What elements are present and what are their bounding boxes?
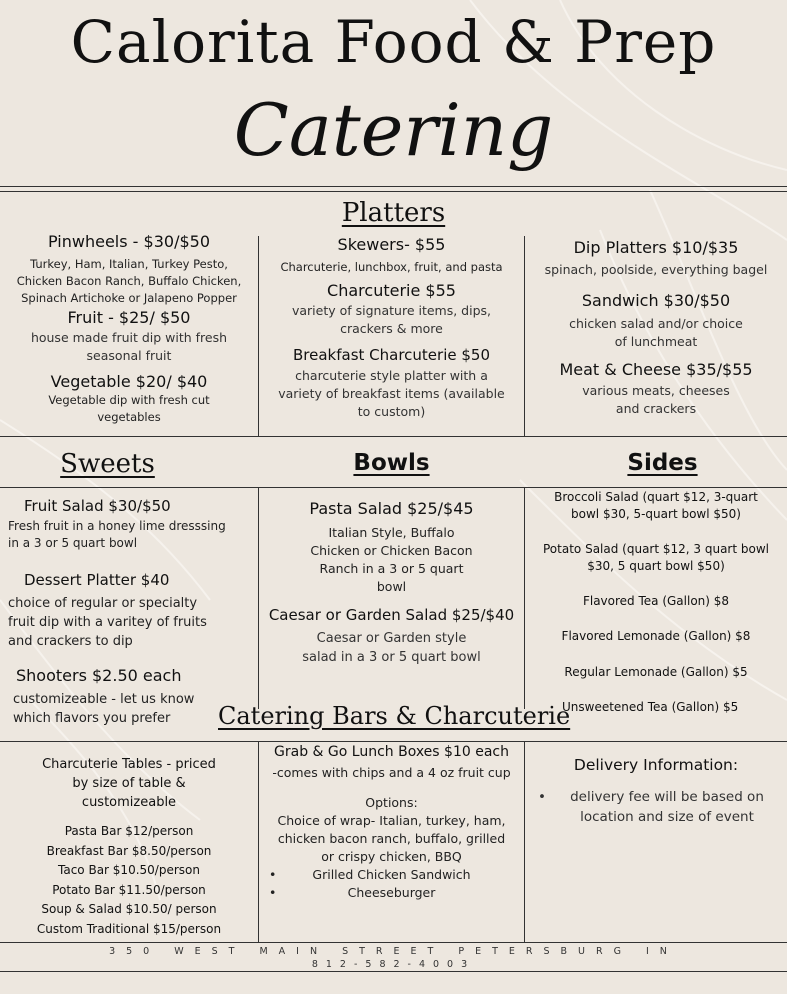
catering-bars-heading: Catering Bars & Charcuterie <box>218 702 571 730</box>
sides-broccoli <box>525 489 787 523</box>
pinwheels-desc-line: Turkey, Ham, Italian, Turkey Pesto, <box>30 257 228 271</box>
caesar-desc-line: Caesar or Garden style <box>316 631 467 646</box>
pinwheels-desc-line: Spinach Artichoke or Jalapeno Popper <box>21 291 237 305</box>
pinwheels-desc <box>0 256 258 307</box>
sweets-heading: Sweets <box>60 449 155 479</box>
dessert-desc-line: and crackers to dip <box>8 634 133 649</box>
fruit-salad-desc <box>8 518 258 552</box>
shooters-desc-line: customizeable - let us know <box>13 692 195 707</box>
dessert-platter-desc <box>8 594 258 651</box>
bullet-text: Cheeseburger <box>347 885 436 900</box>
breakfast-charcuterie-desc <box>259 367 524 421</box>
dip-platters-title: Dip Platters $10/$35 <box>573 238 739 257</box>
breakfast-desc-line: variety of breakfast items (available <box>278 386 505 401</box>
pinwheels-desc-line: Chicken Bacon Ranch, Buffalo Chicken, <box>16 274 242 288</box>
fruit-desc-line: seasonal fruit <box>86 348 172 363</box>
sides-unsweetened-tea: Unsweetened Tea (Gallon) $5 <box>562 700 739 714</box>
pasta-salad-desc <box>259 524 524 596</box>
delivery-info-title: Delivery Information: <box>573 756 739 774</box>
pinwheels-title: Pinwheels - $30/$50 <box>48 232 210 251</box>
skewers-desc: Charcuterie, lunchbox, fruit, and pasta <box>280 260 503 274</box>
platters-col2 <box>259 235 524 421</box>
divider-top-2 <box>0 191 787 192</box>
pasta-desc-line: bowl <box>376 579 407 594</box>
charcuterie-tables-line: Charcuterie Tables - priced <box>42 757 216 772</box>
fruit-salad-desc-line: Fresh fruit in a honey lime dresssing <box>8 519 226 533</box>
delivery-line: location and size of event <box>580 809 754 825</box>
dessert-platter-title: Dessert Platter $40 <box>24 571 170 589</box>
side-item-line: Broccoli Salad (quart $12, 3-quart <box>554 490 758 504</box>
charcuterie-title: Charcuterie $55 <box>327 281 456 300</box>
divider-footer-top <box>0 942 787 943</box>
bars-col3 <box>525 756 787 827</box>
divider-bars-top <box>0 741 787 742</box>
platters-col3 <box>525 238 787 418</box>
bar-list-item: Potato Bar $11.50/person <box>52 882 206 897</box>
delivery-line: delivery fee will be based on <box>570 789 764 805</box>
bullet-dot-icon: • <box>269 867 277 882</box>
bullet-item <box>259 866 524 884</box>
sandwich-desc <box>525 315 787 351</box>
bar-list-item: Taco Bar $10.50/person <box>58 863 200 877</box>
options-line: Choice of wrap- Italian, turkey, ham, <box>277 813 506 828</box>
options-line: chicken bacon ranch, buffalo, grilled <box>277 831 506 846</box>
lunch-options-bullets <box>259 866 524 902</box>
bars-col1 <box>0 755 258 939</box>
pasta-desc-line: Ranch in a 3 or 5 quart <box>319 561 464 576</box>
divider-top-1 <box>0 186 787 187</box>
vegetable-desc-line: vegetables <box>97 410 161 424</box>
caesar-salad-title: Caesar or Garden Salad $25/$40 <box>268 606 515 624</box>
lunch-boxes-sub: -comes with chips and a 4 oz fruit cup <box>272 765 511 780</box>
meat-cheese-desc-line: and crackers <box>615 401 697 416</box>
divider-footer-bottom <box>0 971 787 972</box>
skewers-title: Skewers- $55 <box>337 235 446 254</box>
bar-list-item: Custom Traditional $15/person <box>36 921 222 936</box>
bullet-text: Grilled Chicken Sandwich <box>312 867 471 882</box>
fruit-salad-desc-line: in a 3 or 5 quart bowl <box>8 536 138 550</box>
fruit-salad-title: Fruit Salad $30/$50 <box>24 497 171 515</box>
delivery-text <box>525 787 787 827</box>
fruit-title: Fruit - $25/ $50 <box>67 308 191 327</box>
dessert-desc-line: choice of regular or specialty <box>8 596 198 611</box>
charcuterie-desc <box>259 302 524 338</box>
sides-flavored-tea: Flavored Tea (Gallon) $8 <box>582 594 730 608</box>
meat-cheese-desc <box>525 382 787 418</box>
bullet-dot-icon: • <box>269 885 277 900</box>
bar-list-item: Breakfast Bar $8.50/person <box>46 843 212 858</box>
bullet-dot-icon: • <box>538 789 546 805</box>
fruit-desc <box>0 329 258 365</box>
breakfast-desc-line: to custom) <box>357 404 426 419</box>
divider-sweets-top <box>0 487 787 488</box>
bar-list-item: Soup & Salad $10.50/ person <box>41 902 217 916</box>
sweets-col <box>8 497 258 728</box>
footer-address: 350 WEST MAIN STREET PETERSBURG IN <box>109 946 678 957</box>
charcuterie-tables-line: customizeable <box>81 795 177 810</box>
bowls-col <box>259 499 524 667</box>
divider-platters-bottom <box>0 436 787 437</box>
options-line: or crispy chicken, BBQ <box>321 849 462 864</box>
catering-title: Catering <box>233 88 554 172</box>
footer-phone: 812-582-4003 <box>311 959 476 970</box>
bullet-item <box>259 884 524 902</box>
platters-col1 <box>0 232 258 426</box>
bowls-heading: Bowls <box>353 450 430 476</box>
side-item-line: bowl $30, 5-quart bowl $50) <box>571 507 741 521</box>
dip-platters-desc: spinach, poolside, everything bagel <box>544 262 768 277</box>
sandwich-desc-line: chicken salad and/or choice <box>569 316 743 331</box>
sides-potato <box>525 541 787 575</box>
meat-cheese-desc-line: various meats, cheeses <box>582 383 730 398</box>
caesar-salad-desc <box>259 629 524 667</box>
charcuterie-desc-line: variety of signature items, dips, <box>291 303 492 318</box>
side-item-line: Potato Salad (quart $12, 3 quart bowl <box>543 542 769 556</box>
shooters-title: Shooters $2.50 each <box>16 666 182 685</box>
caesar-desc-line: salad in a 3 or 5 quart bowl <box>302 650 481 665</box>
pasta-salad-title: Pasta Salad $25/$45 <box>309 499 474 518</box>
charcuterie-tables-line: by size of table & <box>72 776 186 791</box>
vegetable-title: Vegetable $20/ $40 <box>50 372 208 391</box>
charcuterie-tables-title <box>0 755 258 812</box>
bars-col2 <box>259 744 524 902</box>
bar-list-item: Pasta Bar $12/person <box>64 824 194 838</box>
options-label: Options: <box>365 795 418 810</box>
options-desc <box>259 812 524 866</box>
vegetable-desc <box>0 392 258 426</box>
shooters-desc-line: which flavors you prefer <box>13 711 171 726</box>
vegetable-desc-line: Vegetable dip with fresh cut <box>48 393 210 407</box>
platters-heading: Platters <box>341 198 446 228</box>
business-name: Calorita Food & Prep <box>70 8 717 76</box>
lunch-boxes-title: Grab & Go Lunch Boxes $10 each <box>274 744 509 760</box>
meat-cheese-title: Meat & Cheese $35/$55 <box>559 360 753 379</box>
fruit-desc-line: house made fruit dip with fresh <box>30 330 228 345</box>
breakfast-desc-line: charcuterie style platter with a <box>295 368 488 383</box>
charcuterie-desc-line: crackers & more <box>340 321 443 336</box>
side-item-line: $30, 5 quart bowl $50) <box>587 559 725 573</box>
bar-list <box>0 822 258 939</box>
pasta-desc-line: Italian Style, Buffalo <box>328 525 455 540</box>
sides-flavored-lemonade: Flavored Lemonade (Gallon) $8 <box>561 629 751 643</box>
delivery-info-desc <box>525 787 787 827</box>
sides-regular-lemonade: Regular Lemonade (Gallon) $5 <box>564 665 748 679</box>
sandwich-title: Sandwich $30/$50 <box>581 291 731 310</box>
dessert-desc-line: fruit dip with a varitey of fruits <box>8 615 207 630</box>
sides-heading: Sides <box>627 450 698 476</box>
breakfast-charcuterie-title: Breakfast Charcuterie $50 <box>292 346 490 364</box>
pasta-desc-line: Chicken or Chicken Bacon <box>310 543 473 558</box>
sandwich-desc-line: of lunchmeat <box>614 334 698 349</box>
